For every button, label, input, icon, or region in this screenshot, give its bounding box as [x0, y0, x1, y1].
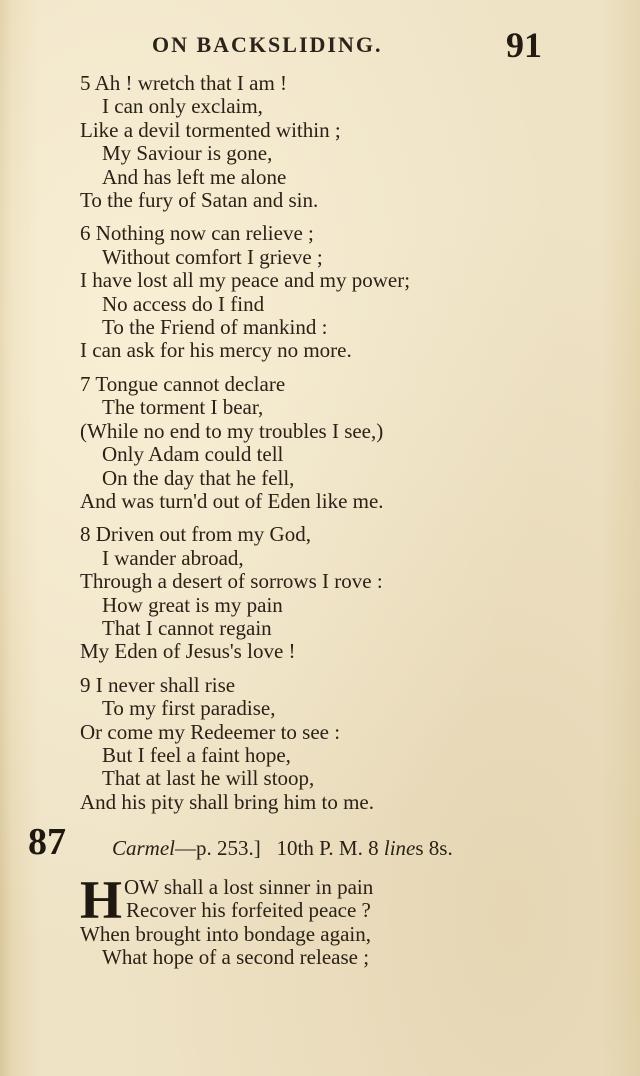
- verse-line: To the Friend of mankind :: [102, 315, 328, 340]
- page-header: [0, 24, 640, 74]
- hymn-line: Recover his forfeited peace ?: [126, 898, 371, 923]
- meter-italic: line: [383, 836, 416, 860]
- verse-line: (While no end to my troubles I see,): [80, 418, 384, 443]
- drop-cap: H: [80, 870, 123, 930]
- verse-line: 7 Tongue cannot declare: [80, 371, 286, 396]
- running-title: ON BACKSLIDING.: [152, 32, 383, 57]
- verse-line: I wander abroad,: [102, 545, 244, 570]
- hymn-lines: [80, 899, 620, 969]
- stanza-6: [80, 222, 620, 362]
- tune-info: [112, 836, 453, 861]
- meter-a: 10th P. M. 8: [276, 836, 379, 860]
- verse-line: 6 Nothing now can relieve ;: [80, 221, 314, 246]
- stanza-5: [80, 72, 620, 212]
- verse-line: That at last he will stoop,: [102, 766, 315, 791]
- verse-line: 5 Ah ! wretch that I am !: [80, 71, 288, 95]
- hymn-header: [28, 820, 628, 870]
- verse-line: But I feel a faint hope,: [102, 742, 291, 767]
- verse-line: My Saviour is gone,: [102, 141, 273, 166]
- verse-line: The torment I bear,: [102, 395, 264, 420]
- verse-line: To my first paradise,: [102, 696, 276, 721]
- hymn-number: 87: [28, 821, 66, 863]
- verse-line: To the fury of Satan and sin.: [80, 188, 319, 213]
- verse-line: Like a devil tormented within ;: [80, 117, 341, 142]
- verse-line: My Eden of Jesus's love !: [80, 639, 296, 664]
- verse-line: And his pity shall bring him to me.: [80, 789, 374, 814]
- hymn-body: [80, 870, 620, 970]
- stanza-8: [80, 523, 620, 663]
- verse-line: Or come my Redeemer to see :: [80, 719, 341, 744]
- verse-line: I can only exclaim,: [102, 94, 263, 119]
- verse-line: And was turn'd out of Eden like me.: [80, 488, 384, 513]
- verse-line: 9 I never shall rise: [80, 672, 236, 697]
- page-number: 91: [506, 25, 542, 65]
- tune-name: Carmel: [112, 836, 175, 860]
- verse-line: Only Adam could tell: [102, 442, 284, 467]
- stanza-7: [80, 373, 620, 513]
- stanza-list: [80, 72, 620, 824]
- verse-line: On the day that he fell,: [102, 465, 295, 490]
- verse-line: I have lost all my peace and my power;: [80, 268, 411, 293]
- hymn-line: When brought into bondage again,: [80, 921, 372, 946]
- verse-line: I can ask for his mercy no more.: [80, 338, 352, 363]
- verse-line: 8 Driven out from my God,: [80, 522, 311, 547]
- verse-line: That I cannot regain: [102, 615, 272, 640]
- stanza-9: [80, 674, 620, 814]
- verse-line: And has left me alone: [102, 164, 287, 189]
- verse-line: No access do I find: [102, 291, 265, 316]
- verse-line: Through a desert of sorrows I rove :: [80, 569, 383, 594]
- first-line-text: OW shall a lost sinner in pain: [124, 875, 374, 899]
- tune-ref: —p. 253.]: [175, 836, 261, 860]
- verse-line: Without comfort I grieve ;: [102, 244, 323, 269]
- hymn-line: What hope of a second release ;: [102, 945, 370, 970]
- meter-b: s 8s.: [415, 836, 453, 860]
- verse-line: How great is my pain: [102, 592, 283, 617]
